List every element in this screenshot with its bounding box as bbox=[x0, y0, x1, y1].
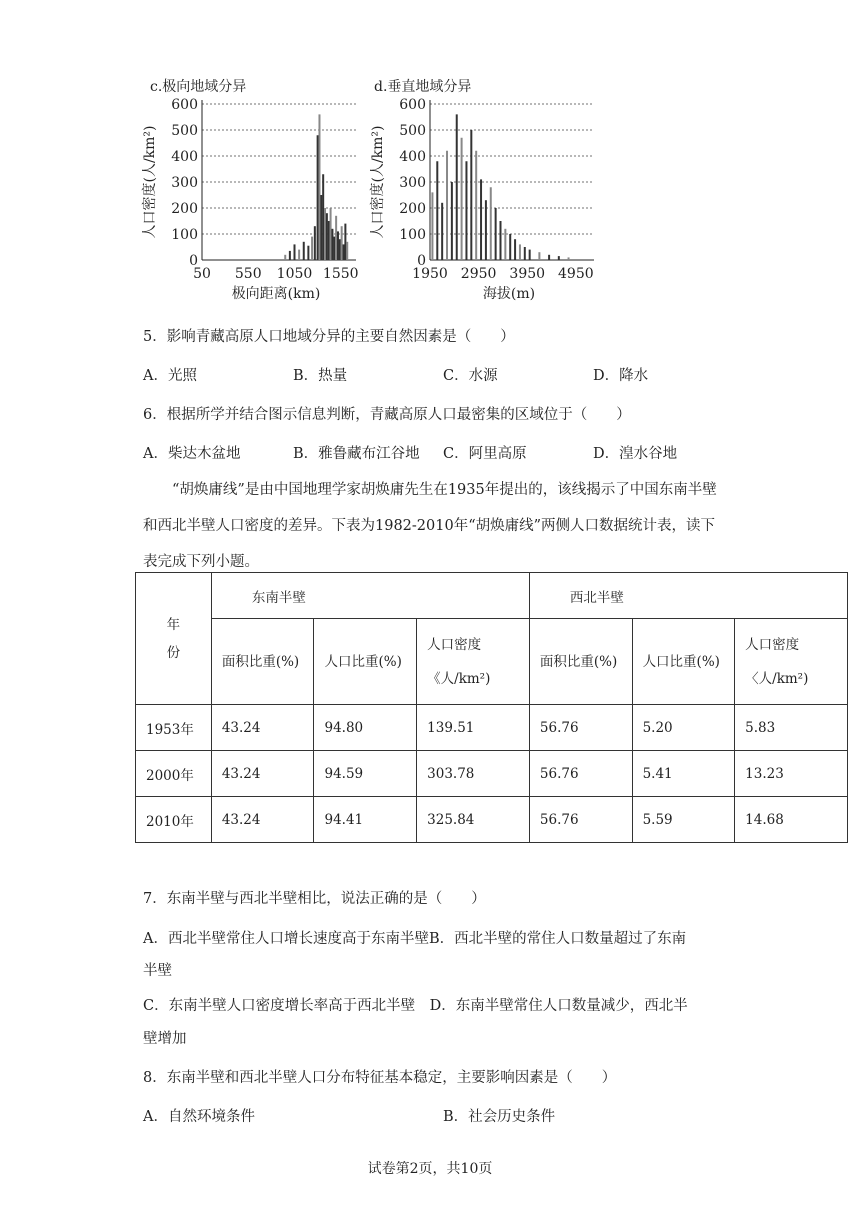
table-cell: 56.76 bbox=[529, 705, 632, 751]
table-col-header: 人口比重(%) bbox=[632, 619, 735, 705]
chart-d-title: d.垂直地域分异 bbox=[374, 79, 472, 95]
x-tick-label: 50 bbox=[193, 266, 211, 282]
q7-options-ab-line2: 半壁 bbox=[143, 963, 172, 979]
q5-option-c[interactable]: C．水源 bbox=[443, 368, 498, 384]
table-cell: 5.59 bbox=[632, 797, 735, 843]
table-row bbox=[136, 797, 848, 843]
table-col-header: 人口比重(%) bbox=[314, 619, 417, 705]
x-tick-label: 1950 bbox=[412, 266, 448, 282]
table-cell: 139.51 bbox=[417, 705, 530, 751]
chart-d bbox=[368, 92, 594, 307]
q5-option-a[interactable]: A．光照 bbox=[143, 368, 197, 384]
y-axis-label: 人口密度(人/km²) bbox=[142, 125, 158, 239]
table-row bbox=[136, 751, 848, 797]
y-tick-label: 600 bbox=[399, 97, 426, 113]
table-cell: 13.23 bbox=[735, 751, 848, 797]
chart-c-title: c.极向地域分异 bbox=[150, 79, 247, 95]
y-tick-label: 200 bbox=[171, 201, 198, 217]
table-cell-year: 2000年 bbox=[136, 751, 212, 797]
table-cell: 5.83 bbox=[735, 705, 848, 751]
q6-option-d[interactable]: D．湟水谷地 bbox=[593, 446, 678, 462]
table-cell: 56.76 bbox=[529, 751, 632, 797]
table-cell: 14.68 bbox=[735, 797, 848, 843]
question-6-stem: 6．根据所学并结合图示信息判断，青藏高原人口最密集的区域位于（ ） bbox=[143, 407, 631, 423]
x-tick-label: 4950 bbox=[558, 266, 594, 282]
y-tick-label: 100 bbox=[399, 227, 426, 243]
table-cell: 43.24 bbox=[211, 751, 314, 797]
x-axis-label: 海拔(m) bbox=[482, 286, 536, 302]
table-cell: 94.41 bbox=[314, 797, 417, 843]
table-cell: 94.80 bbox=[314, 705, 417, 751]
x-tick-label: 3950 bbox=[509, 266, 546, 282]
y-tick-label: 600 bbox=[171, 97, 198, 113]
table-col-header: 人口密度〈人/km²) bbox=[735, 619, 848, 705]
question-7-stem: 7．东南半壁与西北半壁相比，说法正确的是（ ） bbox=[143, 891, 486, 907]
table-cell: 56.76 bbox=[529, 797, 632, 843]
q8-option-b[interactable]: B．社会历史条件 bbox=[443, 1109, 556, 1125]
x-axis-label: 极向距离(km) bbox=[231, 286, 321, 302]
q8-option-a[interactable]: A．自然环境条件 bbox=[143, 1109, 255, 1125]
table-row bbox=[136, 705, 848, 751]
table-cell: 5.20 bbox=[632, 705, 735, 751]
y-tick-label: 100 bbox=[171, 227, 198, 243]
x-tick-label: 1050 bbox=[276, 266, 313, 282]
y-tick-label: 400 bbox=[171, 149, 198, 165]
x-tick-label: 2950 bbox=[460, 266, 497, 282]
y-tick-label: 0 bbox=[189, 253, 198, 269]
y-tick-label: 300 bbox=[399, 175, 426, 191]
y-tick-label: 500 bbox=[171, 123, 198, 139]
x-tick-label: 1550 bbox=[322, 266, 359, 282]
q6-option-a[interactable]: A．柴达木盆地 bbox=[143, 446, 241, 462]
table-col-header: 面积比重(%) bbox=[211, 619, 314, 705]
table-year-header: 年 份 bbox=[136, 573, 212, 705]
table-col-header: 面积比重(%) bbox=[529, 619, 632, 705]
y-tick-label: 300 bbox=[171, 175, 198, 191]
table-cell: 303.78 bbox=[417, 751, 530, 797]
table-group-northwest: 西北半壁 bbox=[529, 573, 847, 619]
y-tick-label: 0 bbox=[417, 253, 426, 269]
population-table bbox=[135, 572, 848, 843]
y-tick-label: 400 bbox=[399, 149, 426, 165]
q6-option-c[interactable]: C．阿里高原 bbox=[443, 446, 527, 462]
q7-options-ab-line1[interactable]: A．西北半壁常住人口增长速度高于东南半壁B．西北半壁的常住人口数量超过了东南 bbox=[143, 931, 687, 947]
q6-option-b[interactable]: B．雅鲁藏布江谷地 bbox=[293, 446, 420, 462]
chart-c bbox=[140, 92, 360, 307]
q7-options-cd-line1[interactable]: C．东南半壁人口密度增长率高于西北半壁 D．东南半壁常住人口数量减少，西北半 bbox=[143, 998, 688, 1014]
question-5-stem: 5．影响青藏高原人口地域分异的主要自然因素是（ ） bbox=[143, 329, 515, 345]
table-cell-year: 1953年 bbox=[136, 705, 212, 751]
table-cell: 43.24 bbox=[211, 797, 314, 843]
table-cell-year: 2010年 bbox=[136, 797, 212, 843]
x-tick-label: 550 bbox=[234, 266, 262, 282]
table-group-southeast: 东南半壁 bbox=[211, 573, 529, 619]
table-cell: 5.41 bbox=[632, 751, 735, 797]
y-tick-label: 500 bbox=[399, 123, 426, 139]
question-8-stem: 8．东南半壁和西北半壁人口分布特征基本稳定，主要影响因素是（ ） bbox=[143, 1070, 617, 1086]
q5-option-b[interactable]: B．热量 bbox=[293, 368, 348, 384]
y-axis-label: 人口密度(人/km²) bbox=[370, 125, 386, 239]
q7-options-cd-line2: 壁增加 bbox=[143, 1031, 187, 1047]
page-footer: 试卷第2页，共10页 bbox=[367, 1161, 493, 1177]
table-cell: 325.84 bbox=[417, 797, 530, 843]
q5-option-d[interactable]: D．降水 bbox=[593, 368, 649, 384]
table-cell: 94.59 bbox=[314, 751, 417, 797]
table-cell: 43.24 bbox=[211, 705, 314, 751]
y-tick-label: 200 bbox=[399, 201, 426, 217]
passage: “胡焕庸线”是由中国地理学家胡焕庸先生在1935年提出的，该线揭示了中国东南半壁和西北半壁人口密度的差异。下表为1982-2010年“胡焕庸线”两侧人口数据统计表，读下表完成下列小题。 bbox=[143, 482, 717, 570]
table-col-header: 人口密度《人/km²) bbox=[417, 619, 530, 705]
